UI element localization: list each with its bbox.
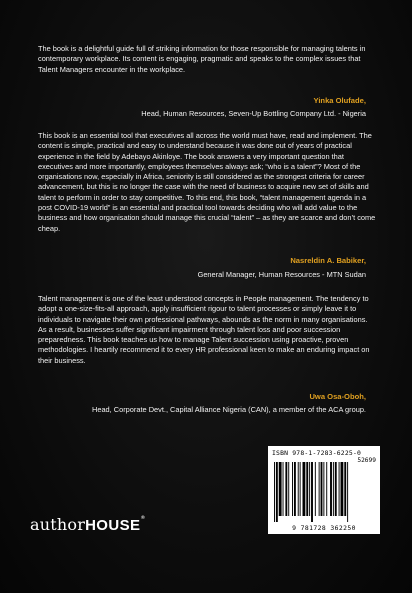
barcode-stripe — [306, 462, 308, 516]
testimonial-2-title: General Manager, Human Resources - MTN Sudan — [197, 270, 366, 279]
barcode-stripe — [339, 462, 340, 516]
barcode-stripe — [283, 462, 284, 516]
barcode-stripe — [300, 462, 301, 516]
barcode-stripe — [347, 462, 348, 522]
isbn-label: ISBN 978-1-7283-6225-0 — [272, 449, 362, 457]
testimonial-2-name: Nasreldin A. Babiker, — [290, 256, 366, 265]
isbn-number: 9 781728 362250 — [292, 524, 356, 532]
publisher-logo — [30, 515, 146, 534]
barcode-stripe — [274, 462, 275, 522]
barcode-stripe — [333, 462, 334, 516]
testimonial-1-title: Head, Human Resources, Seven-Up Bottling Company Ltd. - Nigeria — [141, 109, 366, 118]
price-code: 52699 — [357, 457, 376, 464]
barcode-stripe — [326, 462, 327, 516]
barcode-stripe — [323, 462, 324, 516]
publisher-logo-light: author — [30, 515, 86, 534]
barcode-stripe — [335, 462, 337, 516]
barcode-stripe — [279, 462, 282, 516]
testimonial-2-text: This book is an essential tool that executives all across the world must have, read and implement. The content is simple, practical and easy to understand because it was done out of years of practical experience in the field by Adebayo Akinloye. The book answers a very important question that executives and more importantly, employees themselves always ask; “who is a talent”? Most of the organisations now, especially in Africa, seniority is still considered as the strongest criteria for career advancement, but this is no longer the case with the need of business to acquire new set of skills and talent to perform in order to stay competitive. To this end, this book, “talent management agenda in a post COVID-19 world” is an essential and practical tool towards deciding who will add value to the business and how organisation should manage this crucial “talent” – as they are scarce and don’t come cheap. — [38, 131, 376, 233]
barcode-stripe — [288, 462, 289, 516]
barcode-stripe — [321, 462, 323, 516]
barcode-stripe — [303, 462, 306, 516]
barcode-stripe — [344, 462, 346, 516]
barcode-stripe — [309, 462, 310, 516]
isbn-barcode — [268, 446, 380, 534]
testimonial-3-title: Head, Corporate Devt., Capital Alliance Nigeria (CAN), a member of the ACA group. — [92, 405, 366, 414]
testimonial-1-name: Yinka Olufade, — [313, 96, 366, 105]
barcode-stripe — [298, 462, 299, 516]
barcode-bars — [272, 462, 376, 522]
testimonial-3-name: Uwa Osa-Oboh, — [309, 392, 366, 401]
barcode-stripe — [294, 462, 296, 516]
barcode-stripe — [276, 462, 278, 522]
trademark-mark: ® — [140, 515, 146, 521]
testimonial-1-text: The book is a delightful guide full of striking information for those responsible for managing talents in contemporary workplace. Its content is engaging, pragmatic and speaks to the complex issues that Talent Managers encounter in the workplace. — [38, 44, 366, 74]
barcode-stripe — [311, 462, 313, 522]
barcode-stripe — [341, 462, 344, 516]
barcode-stripe — [285, 462, 287, 516]
barcode-stripe — [319, 462, 320, 516]
barcode-stripe — [292, 462, 293, 516]
testimonial-3-text: Talent management is one of the least understood concepts in People management. The tendency to adopt a one-size-fits-all approach, apply insufficient rigour to talent processes or simply leave it to individuals to navigate their own professional pathways, abounds as the norm in many organisations. As a result, businesses suffer significant impairment through talent loss and poor succession preparedness. This book teaches us how to manage Talent succession using proactive, proven methodologies. I heartily recommend it to every HR professional keen to make an enduring impact on their business. — [38, 294, 370, 365]
barcode-stripe — [315, 462, 316, 516]
barcode-stripe — [330, 462, 332, 516]
publisher-logo-heavy: HOUSE — [85, 517, 141, 534]
